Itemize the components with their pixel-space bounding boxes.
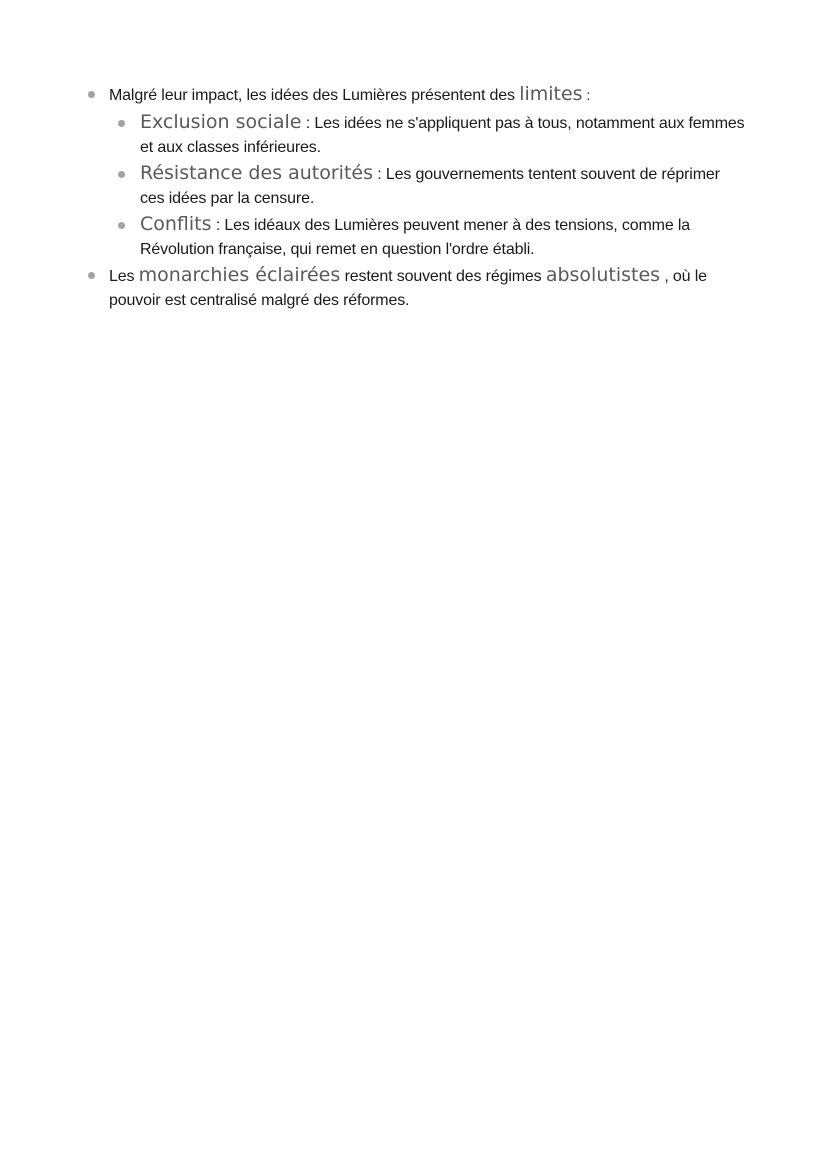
bullet-icon [88,91,95,98]
keyword-resistance-autorites: Résistance des autorités [140,162,374,184]
sub-item-text: : Les idées ne s'appliquent pas à tous, notamment aux femmes et aux classes inférieures. [140,115,745,156]
bullet-icon [118,120,125,127]
sub-item-exclusion [109,110,745,160]
item-intro-text: Malgré leur impact, les idées des Lumières présentent des [109,87,515,104]
sub-item-resistance [109,161,745,211]
sub-bullet-list [109,110,745,262]
sub-item-conflits [109,212,745,262]
bullet-icon [118,171,125,178]
list-item-monarchies [85,263,745,313]
item-text-part1: Les [109,268,139,285]
item-suffix: : [582,87,591,103]
sub-item-text: : Les gouvernements tentent souvent de réprimer ces idées par la censure. [140,166,720,207]
keyword-exclusion-sociale: Exclusion sociale [140,111,302,133]
keyword-monarchies-eclairees: monarchies éclairées [138,264,341,286]
item-text-part2: restent souvent des régimes [340,268,546,285]
item-text-part3: , où le pouvoir est centralisé malgré des réformes. [109,268,707,309]
bullet-list [85,82,745,313]
keyword-absolutistes: absolutistes [545,264,661,286]
bullet-icon [118,222,125,229]
list-item-limites [85,82,745,262]
bullet-icon [88,272,95,279]
keyword-conflits: Conflits [140,213,212,235]
sub-item-text: : Les idéaux des Lumières peuvent mener à des tensions, comme la Révolution française, qui remet en question l'ordre établi. [140,217,691,258]
keyword-limites: limites [519,83,583,105]
